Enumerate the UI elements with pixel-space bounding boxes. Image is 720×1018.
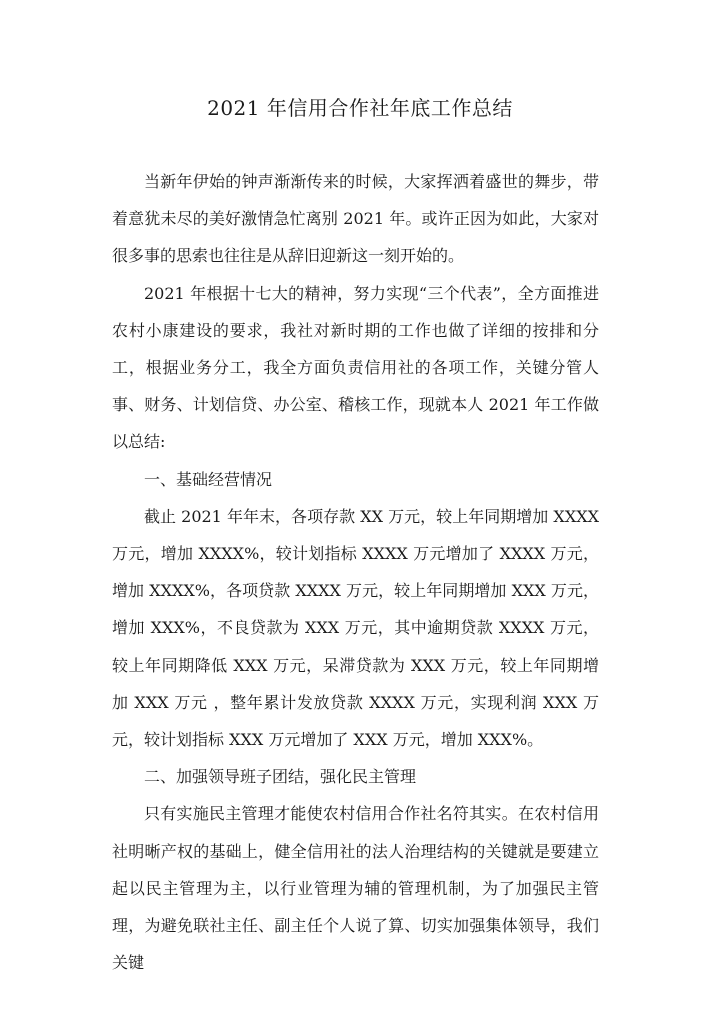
paragraph-overview: 2021 年根据十七大的精神，努力实现“三个代表”，全方面推进农村小康建设的要求，我社对新时期的工作也做了详细的按排和分工，根据业务分工，我全方面负责信用社的各项工作，关键分管人事、财务、计划信贷、办公室、稽核工作，现就本人 2021 年工作做以总结: bbox=[112, 283, 599, 452]
paragraph-intro: 当新年伊始的钟声渐渐传来的时候，大家挥洒着盛世的舞步，带着意犹未尽的美好激情急忙离别 2021 年。或许正因为如此，大家对很多事的思索也往往是从辞旧迎新这一刻开始的。 bbox=[112, 172, 599, 266]
paragraph-management: 只有实施民主管理才能使农村信用合作社名符其实。在农村信用社明晰产权的基础上，健全信用社的法人治理结构的关键就是要建立起以民主管理为主，以行业管理为辅的管理机制，为了加强民主管理，为避免联社主任、副主任个人说了算、切实加强集体领导，我们关键 bbox=[112, 804, 599, 973]
section-heading-1: 一、基础经营情况 bbox=[144, 469, 273, 489]
document-body bbox=[112, 163, 599, 981]
document-title: 2021 年信用合作社年底工作总结 bbox=[207, 96, 513, 120]
section-heading-2: 二、加强领导班子团结，强化民主管理 bbox=[144, 767, 417, 787]
paragraph-operations: 截止 2021 年年末，各项存款 XX 万元，较上年同期增加 XXXX 万元，增加 XXXX%，较计划指标 XXXX 万元增加了 XXXX 万元，增加 XXXX%，各项贷款 XXXX 万元，较上年同期增加 XXX 万元，增加 XXX%，不良贷款为 XXX 万元，其中逾期贷款 XXXX 万元，较上年同期降低 XXX 万元，呆滞贷款为 XXX 万元，较上年同期增加 XXX 万元 ，整年累计发放贷款 XXXX 万元，实现利润 XXX 万元，较计划指标 XXX 万元增加了 XXX 万元，增加 XXX%。 bbox=[112, 506, 599, 750]
